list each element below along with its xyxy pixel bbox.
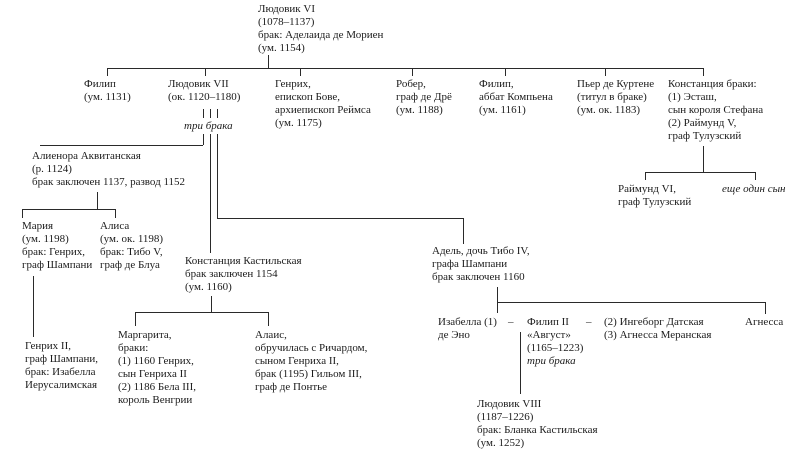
node-adele bbox=[432, 245, 530, 284]
node-line: граф де Дрё bbox=[396, 91, 452, 103]
node-line: Людовик VIII bbox=[477, 398, 542, 410]
node-line: – bbox=[586, 316, 592, 328]
node-line: сын короля Стефана bbox=[668, 104, 764, 116]
node-raymond-vi bbox=[618, 183, 691, 209]
marriage-dash bbox=[586, 316, 592, 329]
connector-line bbox=[605, 68, 606, 76]
connector-line bbox=[217, 134, 218, 218]
connector-line bbox=[755, 172, 756, 180]
node-line: брак заключен 1160 bbox=[432, 271, 525, 283]
node-line: граф Тулузский bbox=[668, 130, 742, 142]
node-line: Филип II bbox=[527, 316, 569, 328]
connector-line bbox=[203, 109, 204, 118]
node-line: граф Шампани bbox=[22, 259, 93, 271]
node-line: брак: Бланка Кастильская bbox=[477, 424, 598, 436]
node-henry-bishop bbox=[275, 78, 371, 130]
node-henry-ii-champagne bbox=[25, 340, 98, 392]
node-line: (2) Ингеборг Датская bbox=[604, 316, 704, 328]
marriage-dash bbox=[508, 316, 514, 329]
node-line: Филип, bbox=[479, 78, 514, 90]
node-line: (ум. 1252) bbox=[477, 437, 525, 449]
node-another-son bbox=[722, 183, 786, 196]
node-line: брак заключен 1137, развод 1152 bbox=[32, 176, 186, 188]
node-line: Маргарита, bbox=[118, 329, 172, 341]
node-line: Констанция Кастильская bbox=[185, 255, 302, 267]
node-philip-ii bbox=[527, 316, 583, 368]
node-line: граф Тулузский bbox=[618, 196, 692, 208]
connector-line bbox=[497, 287, 498, 302]
node-line: Генрих, bbox=[275, 78, 311, 90]
node-line: Агнесса bbox=[745, 316, 784, 328]
node-line: (ум. 1198) bbox=[22, 233, 69, 245]
node-line: граф де Понтье bbox=[255, 381, 328, 393]
connector-line bbox=[210, 109, 211, 118]
node-maria bbox=[22, 220, 92, 272]
node-line: (1078–1137) bbox=[258, 16, 315, 28]
node-eleanor-aquitaine bbox=[32, 150, 185, 189]
node-line: (титул в браке) bbox=[577, 91, 647, 103]
node-line: Мария bbox=[22, 220, 54, 232]
node-line: сын Генриха II bbox=[118, 368, 187, 380]
node-line: три брака bbox=[527, 355, 576, 367]
node-line: «Август» bbox=[527, 329, 571, 341]
connector-line bbox=[40, 145, 203, 146]
node-line: граф Шампани, bbox=[25, 353, 99, 365]
node-line: граф де Блуа bbox=[100, 259, 160, 271]
node-philip-abbot bbox=[479, 78, 553, 117]
node-alice bbox=[100, 220, 163, 272]
node-line: (ум. ок. 1198) bbox=[100, 233, 164, 245]
connector-line bbox=[703, 68, 704, 76]
node-line: Иерусалимская bbox=[25, 379, 98, 391]
node-line: брак: Тибо V, bbox=[100, 246, 163, 258]
node-line: еще один сын bbox=[722, 183, 786, 195]
node-ingeborg-agnes-wives bbox=[604, 316, 711, 342]
connector-line bbox=[268, 55, 269, 68]
node-line: Робер, bbox=[396, 78, 426, 90]
node-line: – bbox=[508, 316, 514, 328]
connector-line bbox=[645, 172, 756, 173]
connector-line bbox=[497, 302, 766, 303]
node-line: брак: Изабелла bbox=[25, 366, 96, 378]
connector-line bbox=[765, 302, 766, 314]
node-line: брак: Аделаида де Мориен bbox=[258, 29, 384, 41]
node-line: Генрих II, bbox=[25, 340, 72, 352]
node-line: (1187–1226) bbox=[477, 411, 534, 423]
connector-line bbox=[211, 296, 212, 312]
connector-line bbox=[505, 68, 506, 76]
node-line: (1) 1160 Генрих, bbox=[118, 355, 194, 367]
node-line: аббат Компьена bbox=[479, 91, 553, 103]
node-line: Людовик VII bbox=[168, 78, 229, 90]
node-line: Констанция браки: bbox=[668, 78, 757, 90]
node-line: (2) 1186 Бела III, bbox=[118, 381, 196, 393]
node-louis-vii bbox=[168, 78, 240, 104]
node-line: три брака bbox=[184, 120, 233, 132]
connector-line bbox=[107, 68, 108, 76]
connector-line bbox=[703, 146, 704, 172]
node-line: (ум. 1175) bbox=[275, 117, 322, 129]
node-louis-viii bbox=[477, 398, 598, 450]
node-line: Людовик VI bbox=[258, 3, 315, 15]
node-pierre-courtenay bbox=[577, 78, 654, 117]
node-line: брак заключен 1154 bbox=[185, 268, 278, 280]
node-constance-castile bbox=[185, 255, 302, 294]
node-line: Алаис, bbox=[255, 329, 287, 341]
node-line: (ум. 1161) bbox=[479, 104, 526, 116]
connector-line bbox=[115, 209, 116, 218]
connector-line bbox=[205, 68, 206, 76]
node-line: Изабелла (1) bbox=[438, 316, 497, 328]
node-line: (ум. 1131) bbox=[84, 91, 131, 103]
connector-line bbox=[33, 276, 34, 337]
node-line: (1165–1223) bbox=[527, 342, 584, 354]
node-line: (ум. 1154) bbox=[258, 42, 305, 54]
connector-line bbox=[520, 332, 521, 394]
node-line: брак: Генрих, bbox=[22, 246, 86, 258]
node-line: (р. 1124) bbox=[32, 163, 72, 175]
connector-line bbox=[497, 302, 498, 313]
node-line: Адель, дочь Тибо IV, bbox=[432, 245, 530, 257]
connector-line bbox=[463, 218, 464, 244]
node-line: Раймунд VI, bbox=[618, 183, 676, 195]
connector-line bbox=[135, 312, 136, 326]
node-line: графа Шампани bbox=[432, 258, 508, 270]
node-line: браки: bbox=[118, 342, 149, 354]
connector-line bbox=[107, 68, 704, 69]
node-louis-vi bbox=[258, 3, 383, 55]
node-line: (1) Эсташ, bbox=[668, 91, 717, 103]
node-line: (ум. 1160) bbox=[185, 281, 232, 293]
node-line: архиепископ Реймса bbox=[275, 104, 371, 116]
connector-line bbox=[645, 172, 646, 180]
node-line: (3) Агнесса Меранская bbox=[604, 329, 712, 341]
connector-line bbox=[217, 109, 218, 118]
node-line: де Эно bbox=[438, 329, 470, 341]
node-line: Алиенора Аквитанская bbox=[32, 150, 141, 162]
node-line: брак (1195) Гильом III, bbox=[255, 368, 362, 380]
connector-line bbox=[210, 134, 211, 253]
node-line: (ум. ок. 1183) bbox=[577, 104, 641, 116]
node-line: Филип bbox=[84, 78, 116, 90]
connector-line bbox=[268, 312, 269, 326]
node-robert bbox=[396, 78, 452, 117]
node-line: епископ Бове, bbox=[275, 91, 341, 103]
node-line: (ум. 1188) bbox=[396, 104, 443, 116]
connector-line bbox=[412, 68, 413, 76]
connector-line bbox=[135, 312, 269, 313]
node-agnes bbox=[745, 316, 783, 329]
connector-line bbox=[97, 192, 98, 209]
node-line: (ок. 1120–1180) bbox=[168, 91, 241, 103]
connector-line bbox=[300, 68, 301, 76]
node-margaret bbox=[118, 329, 196, 407]
node-line: (2) Раймунд V, bbox=[668, 117, 737, 129]
node-line: Алиса bbox=[100, 220, 130, 232]
node-constance-daughter bbox=[668, 78, 763, 143]
connector-line bbox=[203, 134, 204, 145]
node-philip-son bbox=[84, 78, 131, 104]
node-line: обручилась с Ричардом, bbox=[255, 342, 368, 354]
connector-line bbox=[217, 218, 464, 219]
node-line: Пьер де Куртене bbox=[577, 78, 655, 90]
node-line: король Венгрии bbox=[118, 394, 193, 406]
connector-line bbox=[22, 209, 23, 218]
node-alais bbox=[255, 329, 367, 394]
node-isabella-hainaut bbox=[438, 316, 497, 342]
label-louis-vii-three-marriages bbox=[184, 120, 233, 133]
connector-line bbox=[22, 209, 116, 210]
node-line: сыном Генриха II, bbox=[255, 355, 339, 367]
